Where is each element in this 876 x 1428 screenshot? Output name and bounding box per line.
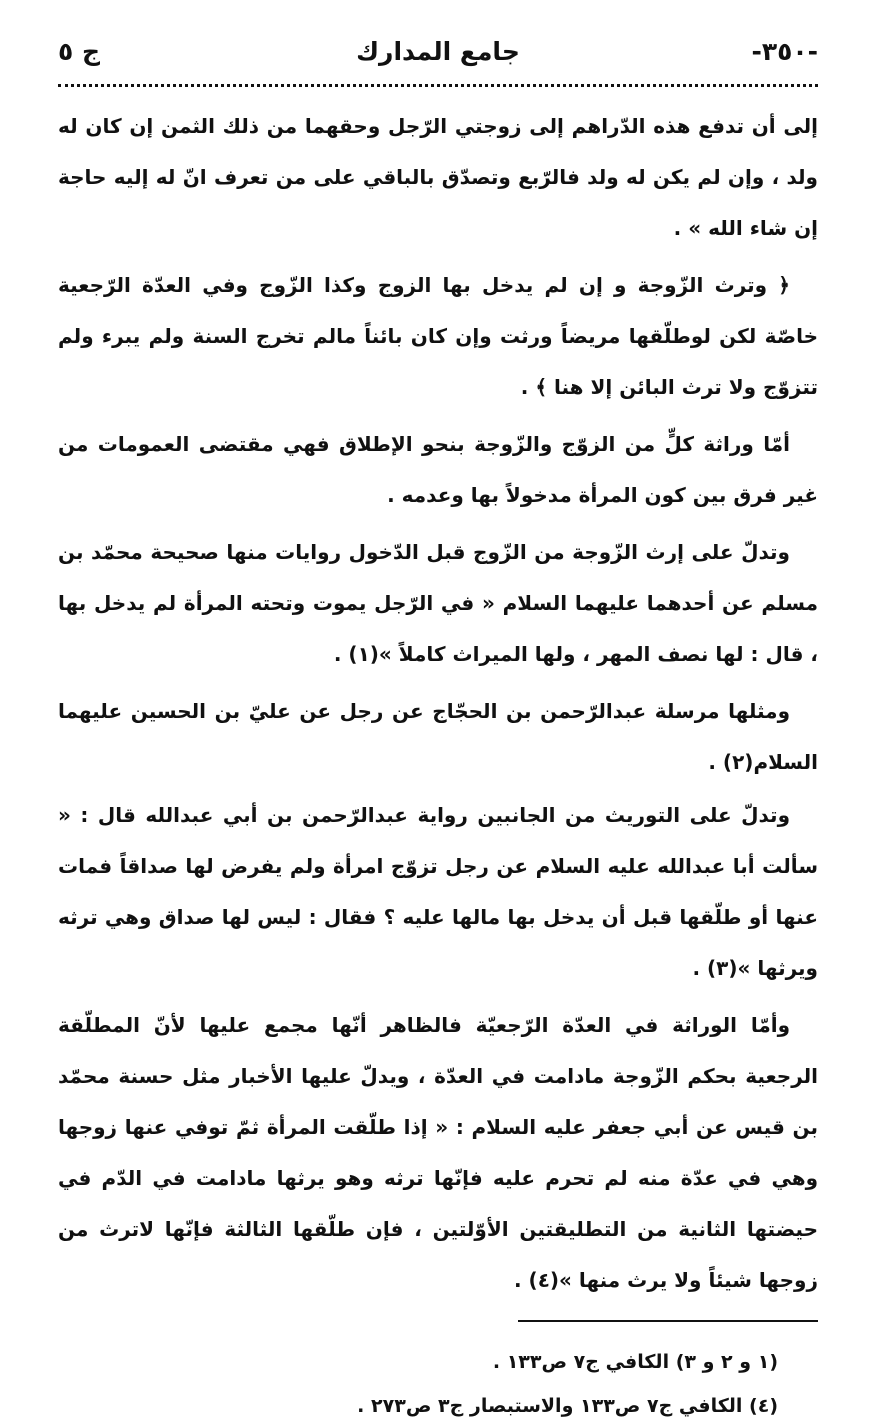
footnote-rule (518, 1320, 818, 1322)
paragraph-1: إلى أن تدفع هذه الدّراهم إلى زوجتي الرّجل وحقهما من ذلك الثمن إن كان له ولد ، وإن لم يكن له ولد فالرّبع وتصدّق بالباقي على من تعرف انّ له إليه حاجة إن شاء الله » . (58, 114, 818, 240)
footnote-1: (١ و ٢ و ٣) الكافي ج٧ ص١٣٣ . (492, 1351, 778, 1373)
main-text (58, 101, 818, 1306)
page-header (58, 30, 818, 72)
paragraph-5: ومثلها مرسلة عبدالرّحمن بن الحجّاج عن رجل عن عليّ بن الحسين عليهما السلام(٢) . (58, 699, 818, 774)
paragraph-3: أمّا وراثة كلٍّ من الزوّج والزّوجة بنحو الإطلاق فهي مقتضى العمومات من غير فرق بين كون المرأة مدخولاً بها وعدمه . (58, 432, 818, 507)
paragraph-4: وتدلّ على إرث الزّوجة من الزّوج قبل الدّخول روايات منها صحيحة محمّد بن مسلم عن أحدهما عليهما السلام « في الرّجل يموت وتحته المرأة لم يدخل بها ، قال : لها نصف المهر ، ولها الميراث كاملاً »(١) . (58, 540, 818, 666)
footnote-2: (٤) الكافي ج٧ ص١٣٣ والاستبصار ج٣ ص٢٧٣ . (357, 1395, 778, 1417)
book-title: جامع المدارك (356, 36, 520, 66)
paragraph-6: وتدلّ على التوريث من الجانبين رواية عبدالرّحمن بن أبي عبدالله قال : « سألت أبا عبدالله عليه السلام عن رجل تزوّج امرأة ولم يفرض لها صداقاً فمات عنها أو طلّقها قبل أن يدخل بها مالها عليه ؟ فقال : ليس لها صداق وهي ترثه ويرثها »(٣) . (58, 803, 818, 980)
page-number: -٣٥٠- (751, 36, 818, 66)
paragraph-7: وأمّا الوراثة في العدّة الرّجعيّة فالظاهر أنّها مجمع عليها لأنّ المطلّقة الرجعية بحكم الزّوجة مادامت في العدّة ، ويدلّ عليها الأخبار مثل حسنة محمّد بن قيس عن أبي جعفر عليه السلام : « إذا طلّقت المرأة ثمّ توفي عنها زوجها وهي في عدّة منه لم تحرم عليه فإنّها ترثه وهو يرثها مادامت في الدّم في حيضتها الثانية من التطليقتين الأوّلتين ، فإن طلّقها الثالثة فإنّها لاترث من زوجها شيئاً ولا يرث منها »(٤) . (58, 1013, 818, 1292)
header-dotted-rule (58, 84, 818, 87)
footnotes (58, 1340, 818, 1428)
paragraph-2: ﴿ وترث الزّوجة و إن لم يدخل بها الزوج وكذا الزّوج وفي العدّة الرّجعية خاصّة لكن لوطلّقها مريضاً ورثت وإن كان بائناً مالم تخرج السنة ولم يبرء ولم تتزوّج ولا ترث البائن إلا هنا ﴾ . (58, 273, 818, 399)
volume-number: ج ٥ (58, 36, 100, 66)
